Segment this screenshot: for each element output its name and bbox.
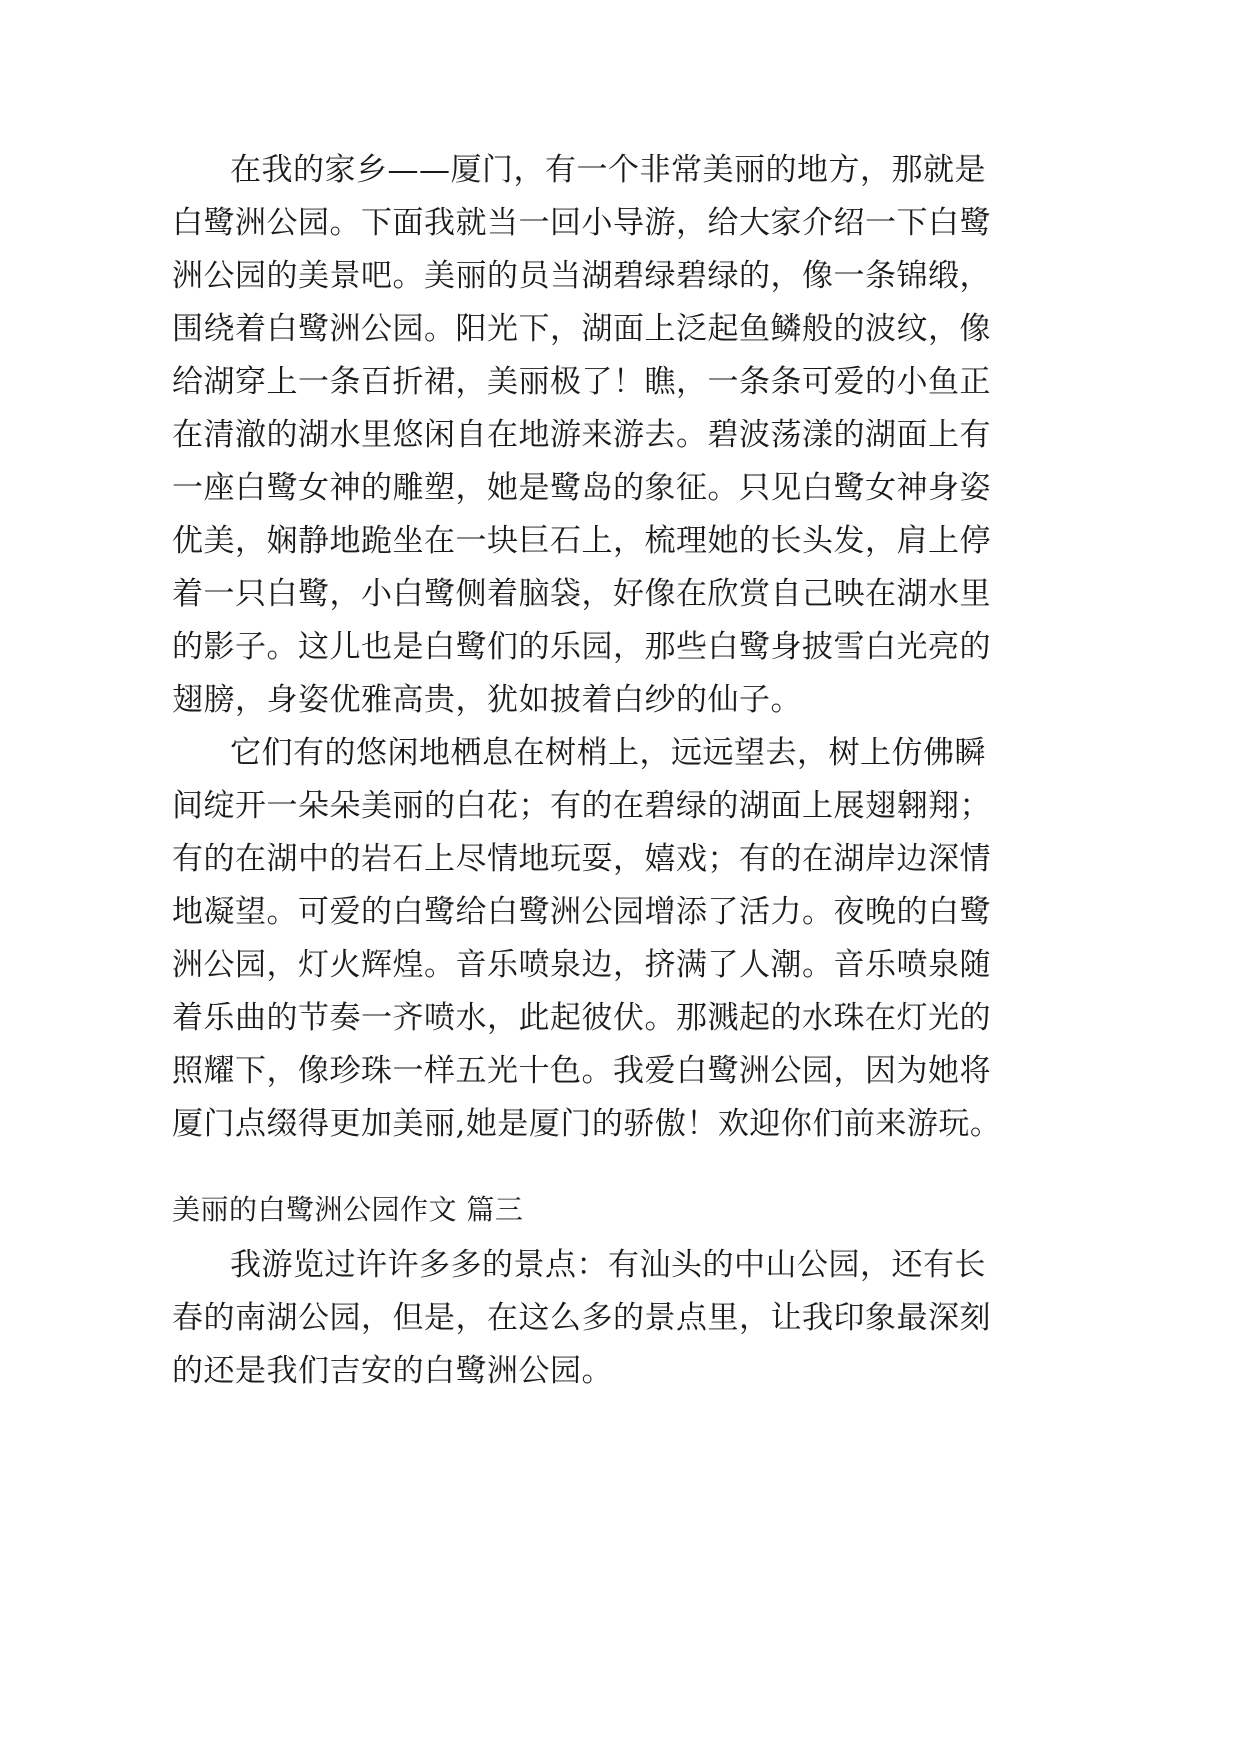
text-line: [0, 680, 1241, 740]
line-text: 间绽开一朵朵美丽的白花；有的在碧绿的湖面上展翅翱翔；: [172, 788, 991, 824]
line-text: 优美，娴静地跪坐在一块巨石上，梳理她的长头发，肩上停: [172, 523, 991, 559]
text-line: [0, 574, 1241, 634]
text-line: [0, 892, 1241, 952]
text-line: [0, 203, 1241, 263]
line-text: 给湖穿上一条百折裙，美丽极了！瞧，一条条可爱的小鱼正: [172, 364, 991, 400]
line-text: 地凝望。可爱的白鹭给白鹭洲公园增添了活力。夜晚的白鹭: [172, 894, 991, 930]
text-line: [0, 150, 1241, 210]
line-text: 厦门点缀得更加美丽,她是厦门的骄傲！欢迎你们前来游玩。: [172, 1106, 1002, 1142]
text-line: [0, 1104, 1241, 1164]
text-line: [0, 839, 1241, 899]
line-text: 在清澈的湖水里悠闲自在地游来游去。碧波荡漾的湖面上有: [172, 417, 991, 453]
line-text: 翅膀，身姿优雅高贵，犹如披着白纱的仙子。: [172, 682, 802, 718]
line-text: 它们有的悠闲地栖息在树梢上，远远望去，树上仿佛瞬: [230, 735, 986, 771]
line-text: 洲公园，灯火辉煌。音乐喷泉边，挤满了人潮。音乐喷泉随: [172, 947, 991, 983]
text-line: [0, 1298, 1241, 1358]
text-line: [0, 1351, 1241, 1411]
line-text: 有的在湖中的岩石上尽情地玩耍，嬉戏；有的在湖岸边深情: [172, 841, 991, 877]
text-line: [0, 786, 1241, 846]
text-line: [0, 521, 1241, 581]
text-line: [0, 998, 1241, 1058]
text-line: [0, 1245, 1241, 1305]
line-text: 我游览过许许多多的景点：有汕头的中山公园，还有长: [230, 1247, 986, 1283]
text-line: [0, 362, 1241, 422]
text-line: [0, 945, 1241, 1005]
text-line: [0, 468, 1241, 528]
line-text: 在我的家乡——厦门，有一个非常美丽的地方，那就是: [230, 152, 986, 188]
line-text: 一座白鹭女神的雕塑，她是鹭岛的象征。只见白鹭女神身姿: [172, 470, 991, 506]
text-line: [0, 415, 1241, 475]
line-text: 洲公园的美景吧。美丽的员当湖碧绿碧绿的，像一条锦缎，: [172, 258, 991, 294]
line-text: 着乐曲的节奏一齐喷水，此起彼伏。那溅起的水珠在灯光的: [172, 1000, 991, 1036]
line-text: 着一只白鹭，小白鹭侧着脑袋，好像在欣赏自己映在湖水里: [172, 576, 991, 612]
text-line: [0, 627, 1241, 687]
line-text: 围绕着白鹭洲公园。阳光下，湖面上泛起鱼鳞般的波纹，像: [172, 311, 991, 347]
text-line: [0, 256, 1241, 316]
line-text: 的还是我们吉安的白鹭洲公园。: [172, 1353, 613, 1389]
line-text: 白鹭洲公园。下面我就当一回小导游，给大家介绍一下白鹭: [172, 205, 991, 241]
section-heading: [0, 1190, 1241, 1250]
text-line: [0, 733, 1241, 793]
line-text: 的影子。这儿也是白鹭们的乐园，那些白鹭身披雪白光亮的: [172, 629, 991, 665]
line-text: 照耀下，像珍珠一样五光十色。我爱白鹭洲公园，因为她将: [172, 1053, 991, 1089]
line-text: 春的南湖公园，但是，在这么多的景点里，让我印象最深刻: [172, 1300, 991, 1336]
section-heading-text: 美丽的白鹭洲公园作文 篇三: [172, 1193, 524, 1226]
text-line: [0, 1051, 1241, 1111]
text-line: [0, 309, 1241, 369]
